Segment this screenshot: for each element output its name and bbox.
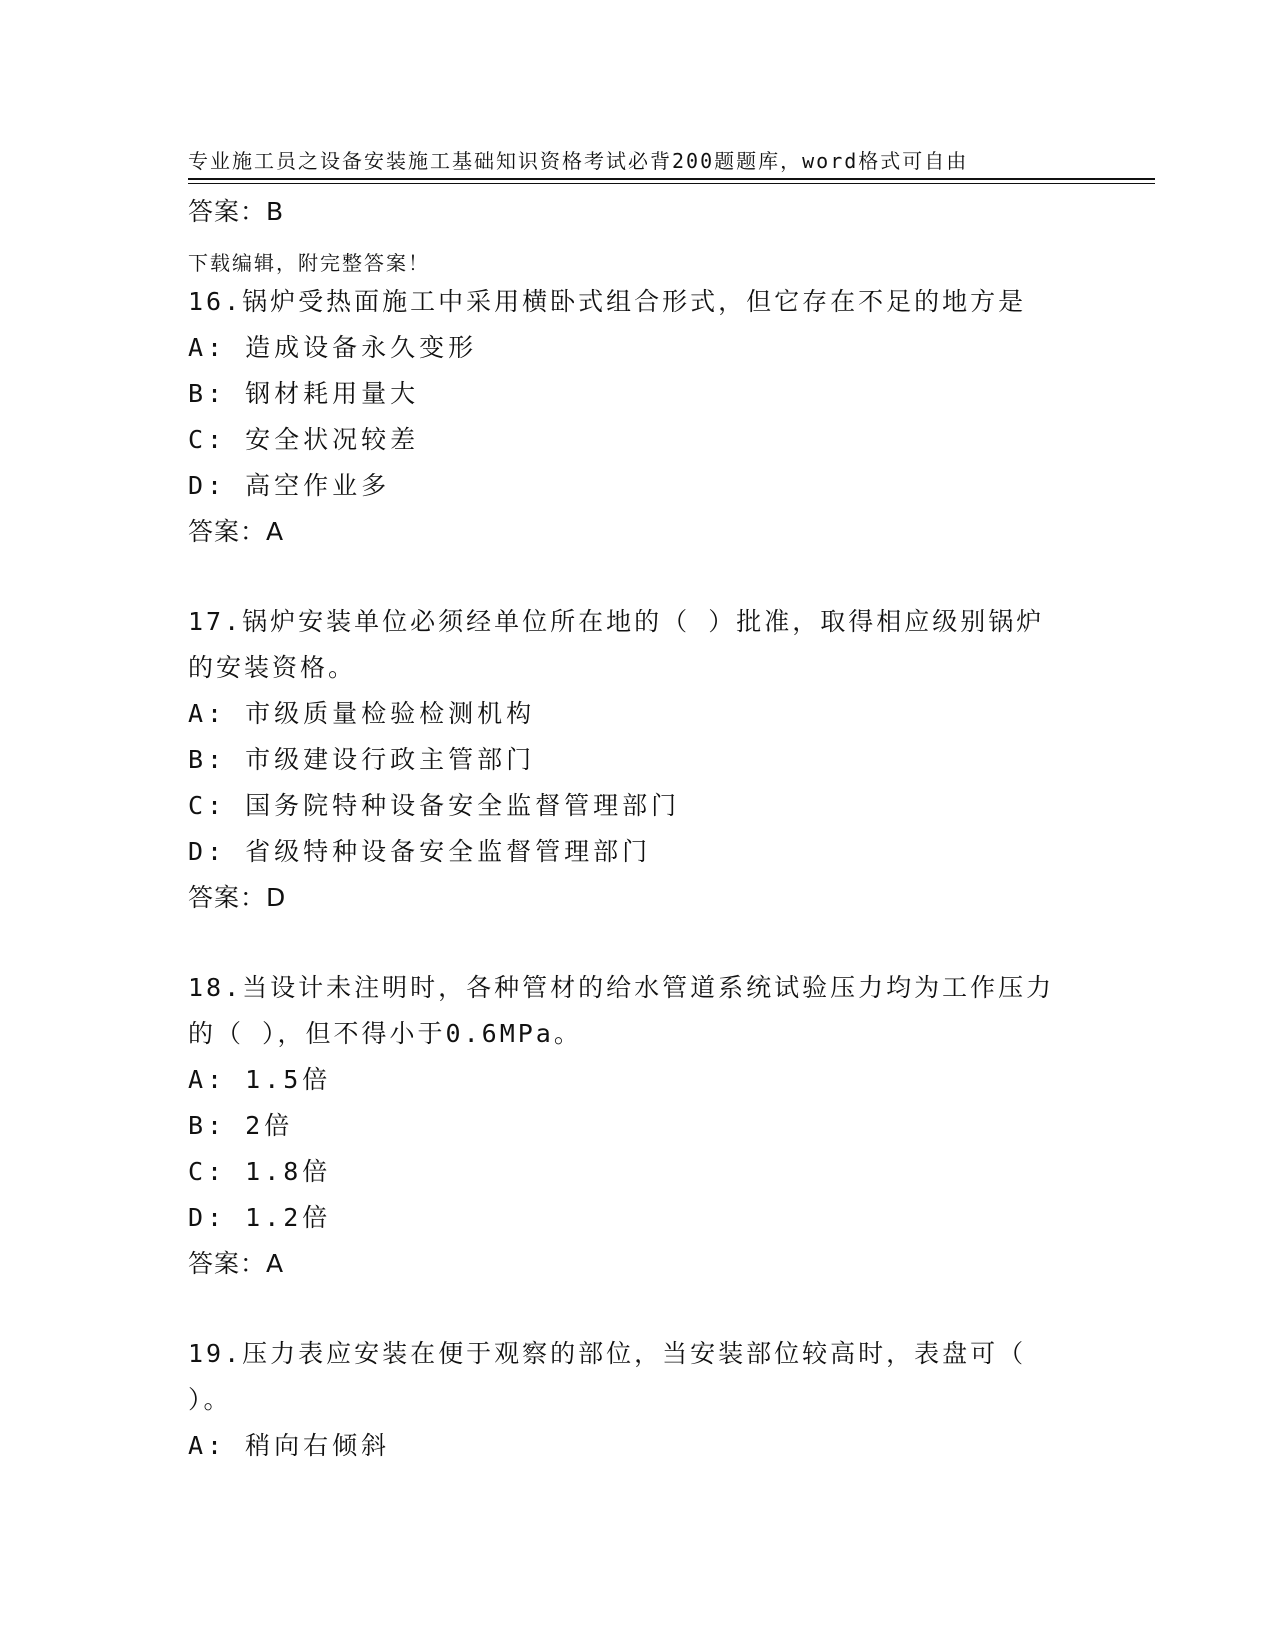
- question-17-option-a: A: 市级质量检验检测机构: [188, 699, 536, 728]
- document-body: [188, 189, 1088, 1469]
- question-18-option-d: D: 1.2倍: [188, 1203, 332, 1232]
- question-19-stem-line-1: 19.压力表应安装在便于观察的部位，当安装部位较高时，表盘可（: [188, 1339, 1027, 1368]
- question-17-stem-line-2: 的安装资格。: [188, 653, 357, 682]
- question-18-options: [188, 1057, 1088, 1241]
- header-divider-thin: [188, 183, 1155, 184]
- question-18: [188, 965, 1088, 1057]
- question-16-option-a: A: 造成设备永久变形: [188, 333, 478, 362]
- question-16: [188, 279, 1088, 325]
- question-19: [188, 1331, 1088, 1423]
- question-18-option-a: A: 1.5倍: [188, 1065, 332, 1094]
- answer-17: 答案：D: [188, 883, 287, 912]
- question-17-stem-line-1: 17.锅炉安装单位必须经单位所在地的（ ）批准，取得相应级别锅炉: [188, 607, 1045, 636]
- question-18-option-b: B: 2倍: [188, 1111, 294, 1140]
- question-19-stem-line-2: ）。: [188, 1385, 232, 1414]
- question-16-option-b: B: 钢材耗用量大: [188, 379, 420, 408]
- question-19-options: [188, 1423, 1088, 1469]
- question-17: [188, 599, 1088, 691]
- question-16-option-c: C: 安全状况较差: [188, 425, 420, 454]
- header-line-2: 下载编辑，附完整答案！: [188, 251, 430, 275]
- question-16-options: [188, 325, 1088, 509]
- question-18-stem-line-1: 18.当设计未注明时，各种管材的给水管道系统试验压力均为工作压力: [188, 973, 1055, 1002]
- spacer: [188, 921, 1088, 965]
- question-17-options: [188, 691, 1088, 875]
- header-line-1: 专业施工员之设备安装施工基础知识资格考试必背200题题库，word格式可自由: [188, 149, 969, 173]
- question-17-option-d: D: 省级特种设备安全监督管理部门: [188, 837, 652, 866]
- spacer: [188, 555, 1088, 599]
- question-19-option-a: A: 稍向右倾斜: [188, 1431, 391, 1460]
- spacer: [188, 1287, 1088, 1331]
- answer-15: 答案：B: [188, 197, 285, 226]
- question-18-option-c: C: 1.8倍: [188, 1157, 332, 1186]
- question-17-option-c: C: 国务院特种设备安全监督管理部门: [188, 791, 681, 820]
- spacer: [188, 235, 1088, 279]
- question-17-option-b: B: 市级建设行政主管部门: [188, 745, 536, 774]
- header-divider-thick: [188, 178, 1155, 180]
- question-18-stem-line-2: 的（ ），但不得小于0.6MPa。: [188, 1019, 582, 1048]
- question-16-option-d: D: 高空作业多: [188, 471, 391, 500]
- question-16-stem: 16.锅炉受热面施工中采用横卧式组合形式，但它存在不足的地方是: [188, 287, 1027, 316]
- answer-18: 答案：A: [188, 1249, 285, 1278]
- answer-16: 答案：A: [188, 517, 285, 546]
